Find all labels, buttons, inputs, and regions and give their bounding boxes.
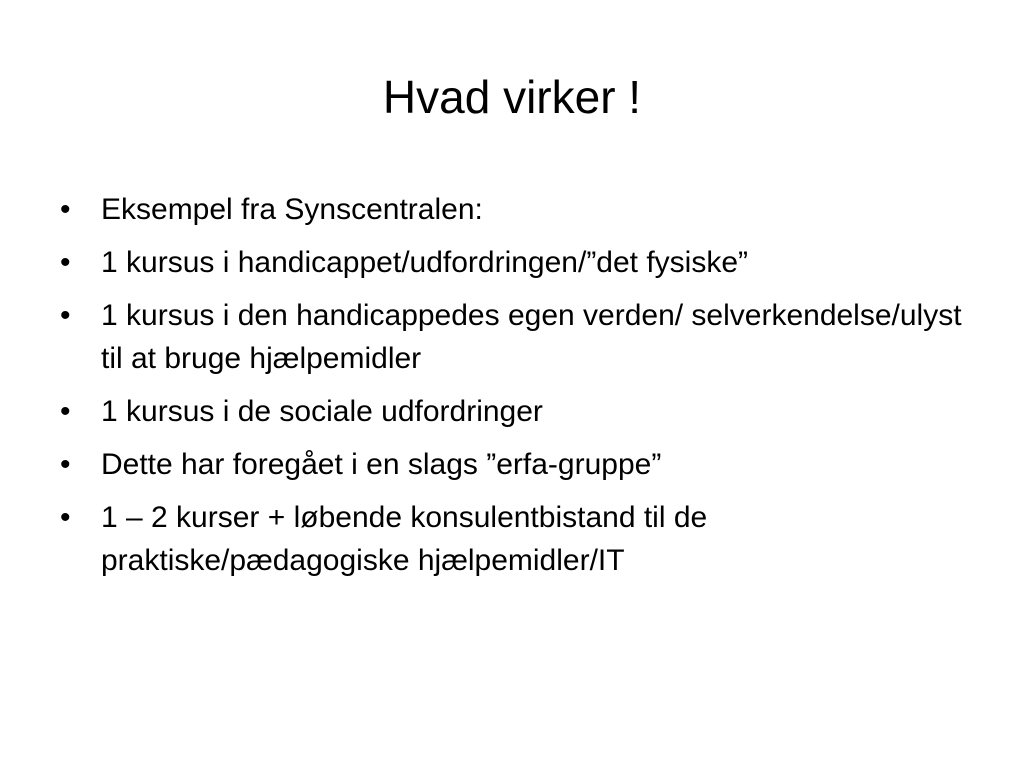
bullet-text-1: Eksempel fra Synscentralen: — [101, 193, 483, 226]
bullet-item-3 — [57, 294, 977, 380]
bullet-text-5: Dette har foregået i en slags ”erfa-gruppe” — [101, 448, 662, 481]
bullet-dot-icon: • — [60, 193, 71, 226]
bullet-text-4: 1 kursus i de sociale udfordringer — [101, 395, 543, 428]
bullet-item-2 — [57, 241, 977, 284]
bullet-list — [57, 188, 977, 592]
bullet-dot-icon: • — [60, 395, 71, 428]
bullet-dot-icon: • — [60, 299, 71, 332]
bullet-item-4 — [57, 390, 977, 433]
bullet-item-1 — [57, 188, 977, 231]
bullet-item-5 — [57, 443, 977, 486]
bullet-dot-icon: • — [60, 448, 71, 481]
bullet-text-2: 1 kursus i handicappet/udfordringen/”det fysiske” — [101, 246, 749, 279]
bullet-dot-icon: • — [60, 501, 71, 534]
slide-title: Hvad virker ! — [382, 71, 642, 123]
bullet-item-6 — [57, 496, 977, 582]
bullet-text-3: 1 kursus i den handicappedes egen verden/ selverkendelse/ulyst til at bruge hjælpemidler — [101, 299, 962, 375]
bullet-text-6: 1 – 2 kurser + løbende konsulentbistand til de praktiske/pædagogiske hjælpemidler/IT — [101, 501, 708, 577]
bullet-dot-icon: • — [60, 246, 71, 279]
